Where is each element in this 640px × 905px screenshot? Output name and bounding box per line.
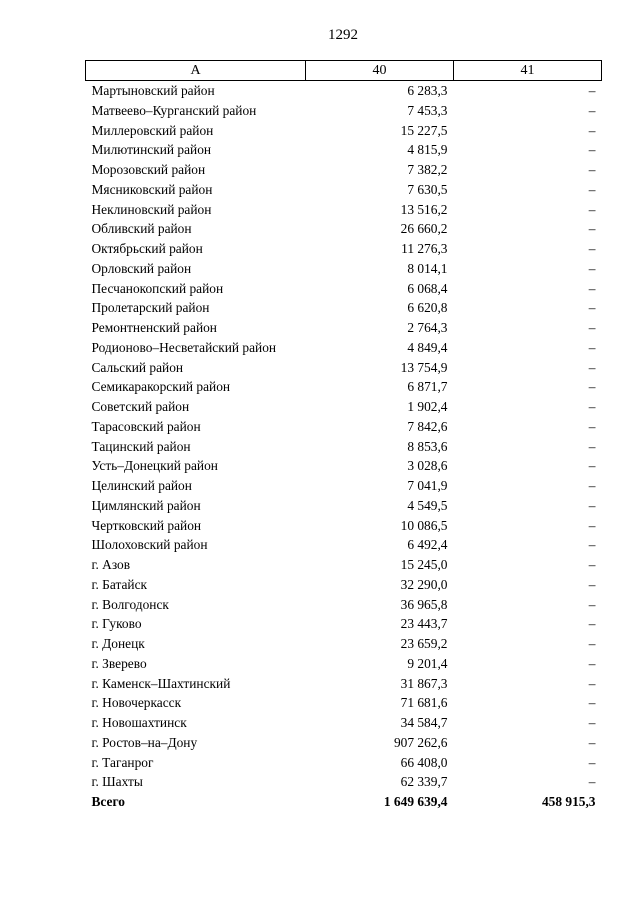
row-value-40: 6 492,4 [407, 537, 448, 553]
row-value-40: 15 227,5 [400, 122, 448, 138]
row-value-41: – [588, 616, 596, 632]
row-value-40: 6 620,8 [407, 300, 448, 316]
row-value-40: 7 453,3 [407, 102, 448, 118]
table-body [86, 81, 602, 812]
row-name: г. Волгодонск [91, 596, 169, 612]
row-value-40: 23 659,2 [400, 636, 448, 651]
table-row [86, 259, 602, 279]
row-value-41: – [588, 537, 596, 553]
row-name: г. Зверево [91, 655, 147, 671]
row-name: г. Каменск–Шахтинский [91, 675, 231, 691]
row-value-41: – [588, 320, 596, 335]
row-value-40: 7 382,2 [407, 162, 448, 177]
row-value-40: 32 290,0 [400, 576, 448, 592]
row-name: Семикаракорский район [91, 379, 231, 395]
table-row [86, 377, 602, 397]
row-value-41: – [588, 102, 596, 118]
row-value-40: 11 276,3 [401, 241, 448, 256]
row-value-40: 4 549,5 [407, 497, 448, 513]
table-row [86, 397, 602, 417]
row-name: Миллеровский район [91, 122, 214, 138]
table-row [86, 358, 602, 378]
row-name: Октябрьский район [91, 241, 203, 256]
row-value-40: 1 902,4 [407, 399, 448, 414]
row-name: г. Батайск [91, 576, 148, 592]
row-value-40: 36 965,8 [400, 596, 448, 612]
row-name: Чертковский район [91, 517, 202, 533]
row-value-41: – [588, 201, 596, 217]
table-row [86, 121, 602, 141]
row-value-41: – [588, 221, 596, 237]
row-value-40: 8 014,1 [407, 260, 448, 276]
table-row [86, 535, 602, 555]
row-value-41: – [588, 339, 596, 355]
row-name: Советский район [91, 399, 190, 414]
row-value-41: – [588, 715, 596, 730]
row-name: Милютинский район [91, 142, 212, 158]
table-row [86, 496, 602, 516]
row-name: Цимлянский район [91, 497, 201, 513]
row-value-41: – [588, 655, 596, 671]
column-header-a: А [86, 61, 306, 81]
row-name: г. Азов [91, 557, 131, 572]
row-value-40: 62 339,7 [400, 774, 448, 790]
row-value-41: – [588, 754, 596, 770]
row-value-40: 9 201,4 [407, 655, 448, 671]
row-value-41: – [588, 734, 596, 750]
total-value-40: 1 649 639,4 [383, 794, 448, 809]
table-row [86, 693, 602, 713]
table-row [86, 279, 602, 299]
page-number: 1292 [328, 27, 358, 43]
row-value-41: – [588, 458, 596, 474]
row-value-40: 15 245,0 [400, 557, 448, 572]
row-value-40: 6 871,7 [407, 379, 448, 395]
row-value-40: 7 842,6 [407, 418, 448, 434]
row-name: Морозовский район [91, 162, 206, 177]
row-name: г. Новошахтинск [91, 715, 187, 730]
table-row [86, 634, 602, 654]
row-value-41: – [588, 379, 596, 395]
row-value-41: – [588, 83, 596, 98]
row-name: Тацинский район [91, 438, 191, 454]
row-name: Неклиновский район [91, 201, 212, 217]
row-value-41: – [588, 260, 596, 276]
table-row [86, 713, 602, 733]
table-row [86, 437, 602, 457]
row-name: г. Ростов–на–Дону [91, 734, 198, 750]
row-value-40: 907 262,6 [393, 734, 448, 750]
row-name: г. Донецк [91, 636, 145, 651]
table-row [86, 614, 602, 634]
row-value-41: – [588, 300, 596, 316]
table-row [86, 140, 602, 160]
table-row [86, 733, 602, 753]
row-name: Родионово–Несветайский район [91, 339, 277, 355]
row-value-40: 3 028,6 [407, 458, 448, 474]
row-name: г. Таганрог [91, 754, 154, 770]
row-value-41: – [588, 162, 596, 177]
row-name: Шолоховский район [91, 537, 208, 553]
row-name: г. Гуково [91, 616, 142, 632]
row-name: Усть–Донецкий район [91, 458, 218, 474]
row-value-41: – [588, 675, 596, 691]
row-value-41: – [588, 576, 596, 592]
row-value-41: – [588, 497, 596, 513]
table-row [86, 81, 602, 101]
row-value-41: – [588, 438, 596, 454]
row-value-41: – [588, 596, 596, 612]
row-value-41: – [588, 517, 596, 533]
row-value-41: – [588, 142, 596, 158]
table-row [86, 180, 602, 200]
data-table [85, 60, 602, 812]
table-row [86, 575, 602, 595]
table-row [86, 417, 602, 437]
row-value-40: 66 408,0 [400, 754, 448, 770]
row-value-41: – [588, 557, 596, 572]
table-row [86, 753, 602, 773]
row-name: г. Шахты [91, 774, 143, 790]
row-name: Орловский район [91, 260, 192, 276]
row-name: Мартыновский район [91, 83, 215, 98]
table-row [86, 555, 602, 575]
row-name: Целинский район [91, 478, 192, 493]
row-value-41: – [588, 636, 596, 651]
table-row [86, 338, 602, 358]
row-name: Мясниковский район [91, 181, 213, 197]
table-row [86, 772, 602, 792]
table-row [86, 200, 602, 220]
row-value-40: 10 086,5 [400, 517, 448, 533]
table-row [86, 160, 602, 180]
table-row [86, 219, 602, 239]
row-name: Пролетарский район [91, 300, 210, 316]
row-value-41: – [588, 181, 596, 197]
row-value-40: 13 516,2 [400, 201, 448, 217]
row-value-41: – [588, 280, 596, 296]
row-value-41: – [588, 399, 596, 414]
row-value-40: 4 815,9 [407, 142, 448, 158]
row-name: Обливский район [91, 221, 192, 237]
table-header-row [86, 61, 602, 81]
row-value-41: – [588, 418, 596, 434]
table-row [86, 516, 602, 536]
total-row [86, 792, 602, 812]
row-value-41: – [588, 695, 596, 711]
row-value-40: 23 443,7 [400, 616, 448, 632]
row-value-41: – [588, 478, 596, 493]
total-value-41: 458 915,3 [541, 794, 596, 809]
table-row [86, 298, 602, 318]
row-value-41: – [588, 122, 596, 138]
table-row [86, 239, 602, 259]
column-header-41: 41 [454, 61, 602, 81]
row-value-40: 31 867,3 [400, 675, 448, 691]
row-value-40: 7 630,5 [407, 181, 448, 197]
row-value-40: 71 681,6 [400, 695, 448, 711]
total-label: Всего [91, 794, 125, 809]
row-name: Матвеево–Курганский район [91, 102, 257, 118]
table-row [86, 476, 602, 496]
row-value-41: – [588, 359, 596, 375]
table-row [86, 101, 602, 121]
table-row [86, 595, 602, 615]
row-name: Ремонтненский район [91, 320, 217, 335]
row-name: г. Новочеркасск [91, 695, 182, 711]
row-value-40: 8 853,6 [407, 438, 448, 454]
table-row [86, 654, 602, 674]
column-header-40: 40 [306, 61, 454, 81]
row-value-40: 26 660,2 [400, 221, 448, 237]
row-value-40: 6 283,3 [407, 83, 448, 98]
row-value-40: 2 764,3 [407, 320, 448, 335]
row-value-40: 13 754,9 [400, 359, 448, 375]
row-value-40: 34 584,7 [400, 715, 448, 730]
row-value-40: 4 849,4 [407, 339, 448, 355]
row-value-40: 7 041,9 [407, 478, 448, 493]
row-name: Тарасовский район [91, 418, 201, 434]
row-value-41: – [588, 774, 596, 790]
row-value-40: 6 068,4 [407, 280, 448, 296]
row-value-41: – [588, 241, 596, 256]
row-name: Сальский район [91, 359, 184, 375]
table-row [86, 456, 602, 476]
row-name: Песчанокопский район [91, 280, 224, 296]
table-row [86, 318, 602, 338]
table-row [86, 674, 602, 694]
